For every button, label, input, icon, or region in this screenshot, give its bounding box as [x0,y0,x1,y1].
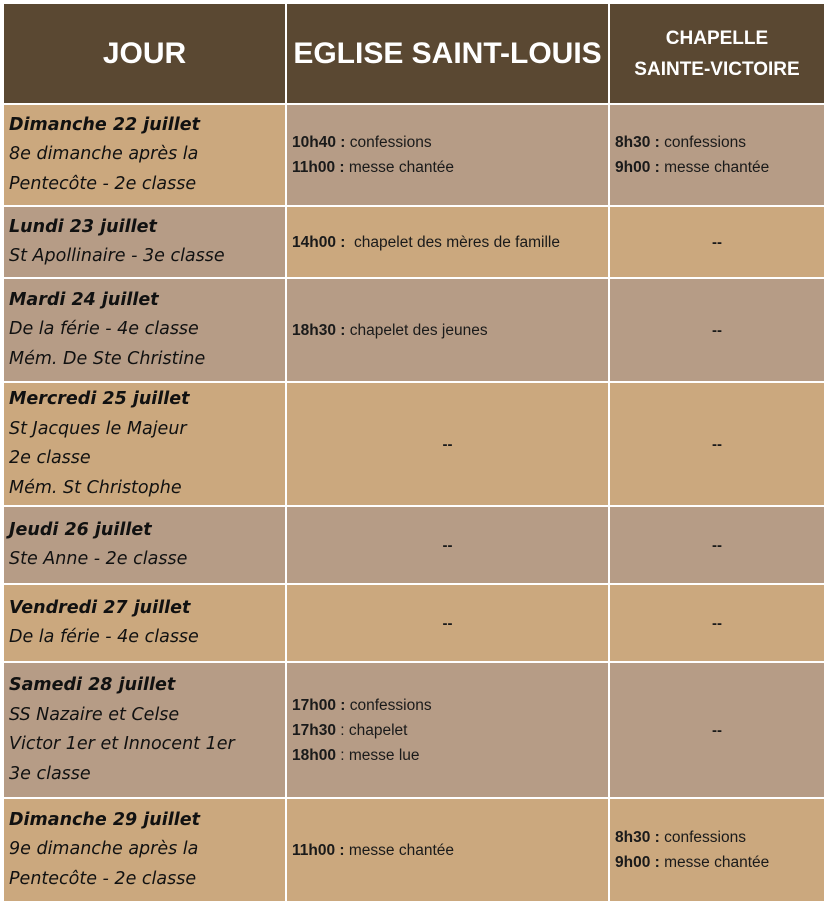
entry-time: 8h30 : [615,134,660,151]
day-detail: Pentecôte - 2e classe [9,173,197,194]
day-name: Mercredi 25 juillet [9,389,190,409]
eglise-empty: -- [286,382,609,506]
day-name: Lundi 23 juillet [9,216,157,237]
table-row [3,278,825,382]
day-detail: 8e dimanche après la [9,144,199,165]
table-row [3,104,825,206]
day-detail: Ste Anne - 2e classe [9,549,188,569]
eglise-cell [286,278,609,382]
day-name: Samedi 28 juillet [9,675,176,695]
entry-time: 9h00 : [615,854,660,871]
entry-text: messe chantée [344,159,454,176]
day-detail: SS Nazaire et Celse [9,704,180,725]
day-cell [3,382,286,506]
schedule-table [2,2,826,903]
entry-text: : chapelet [335,721,408,739]
entry-time: 10h40 : [292,134,346,151]
header-eglise: EGLISE SAINT-LOUIS [286,3,609,104]
day-detail: 9e dimanche après la [9,839,199,860]
chapelle-cell [609,798,825,902]
chapelle-empty: -- [609,278,825,382]
eglise-empty: -- [286,506,609,584]
day-cell [3,206,286,278]
entry-time: 18h00 [292,746,336,764]
schedule-entry [292,838,603,863]
day-name: Dimanche 22 juillet [9,114,200,135]
day-name: Jeudi 26 juillet [9,519,152,540]
entry-time: 17h30 [292,721,336,739]
day-cell [3,278,286,382]
eglise-cell [286,104,609,206]
entry-text: messe chantée [659,854,770,871]
entry-text: confessions [659,134,746,151]
header-chapelle [609,3,825,104]
schedule-entry [292,230,603,255]
chapelle-empty: -- [609,206,825,278]
day-name: Vendredi 27 juillet [9,597,191,618]
day-cell [3,104,286,206]
entry-text: messe chantée [659,159,770,176]
day-detail: St Apollinaire - 3e classe [9,246,225,266]
day-detail: St Jacques le Majeur [9,418,187,439]
chapelle-empty: -- [609,584,825,662]
eglise-cell [286,662,609,798]
header-chapelle-line1: CHAPELLE [665,27,769,49]
schedule-entry [615,850,819,875]
table-row [3,662,825,798]
header-chapelle-line2: SAINTE-VICTOIRE [634,58,800,80]
entry-text: chapelet des mères de famille [345,233,560,251]
day-detail: Pentecôte - 2e classe [9,868,197,889]
table-row [3,798,825,902]
chapelle-empty: -- [609,662,825,798]
entry-time: 9h00 : [615,159,660,176]
entry-time: 17h00 : [292,696,346,714]
day-name: Dimanche 29 juillet [9,809,200,830]
header-row [3,3,825,104]
schedule-entry [292,743,603,768]
eglise-cell [286,798,609,902]
day-cell [3,798,286,902]
entry-text: confessions [345,134,432,151]
schedule-entry [615,155,819,180]
table-row [3,382,825,506]
schedule-entry [292,155,603,180]
entry-time: 8h30 : [615,829,660,846]
day-name: Mardi 24 juillet [9,289,159,310]
entry-time: 11h00 : [292,159,345,176]
table-row [3,584,825,662]
day-detail: De la férie - 4e classe [9,627,199,647]
entry-text: messe chantée [344,841,454,859]
entry-text: chapelet des jeunes [345,321,488,339]
eglise-cell [286,206,609,278]
chapelle-empty: -- [609,382,825,506]
schedule-entry [292,718,603,743]
schedule-entry [292,318,603,343]
entry-time: 14h00 : [292,233,346,251]
schedule-entry [615,825,819,850]
schedule-entry [615,130,819,155]
header-jour: JOUR [3,3,286,104]
eglise-empty: -- [286,584,609,662]
day-cell [3,506,286,584]
chapelle-empty: -- [609,506,825,584]
entry-time: 11h00 : [292,841,345,859]
schedule-entry [292,130,603,155]
day-cell [3,584,286,662]
entry-text: confessions [345,696,432,714]
day-detail: Victor 1er et Innocent 1er [9,734,235,754]
day-detail: 3e classe [9,763,91,784]
day-cell [3,662,286,798]
day-detail: De la férie - 4e classe [9,319,199,340]
schedule-entry [292,693,603,718]
entry-text: confessions [659,829,746,846]
table-row [3,506,825,584]
entry-time: 18h30 : [292,321,346,339]
chapelle-cell [609,104,825,206]
day-detail: 2e classe [9,448,91,468]
day-detail: Mém. St Christophe [9,477,182,498]
entry-text: : messe lue [335,746,420,764]
table-row [3,206,825,278]
day-detail: Mém. De Ste Christine [9,348,206,369]
